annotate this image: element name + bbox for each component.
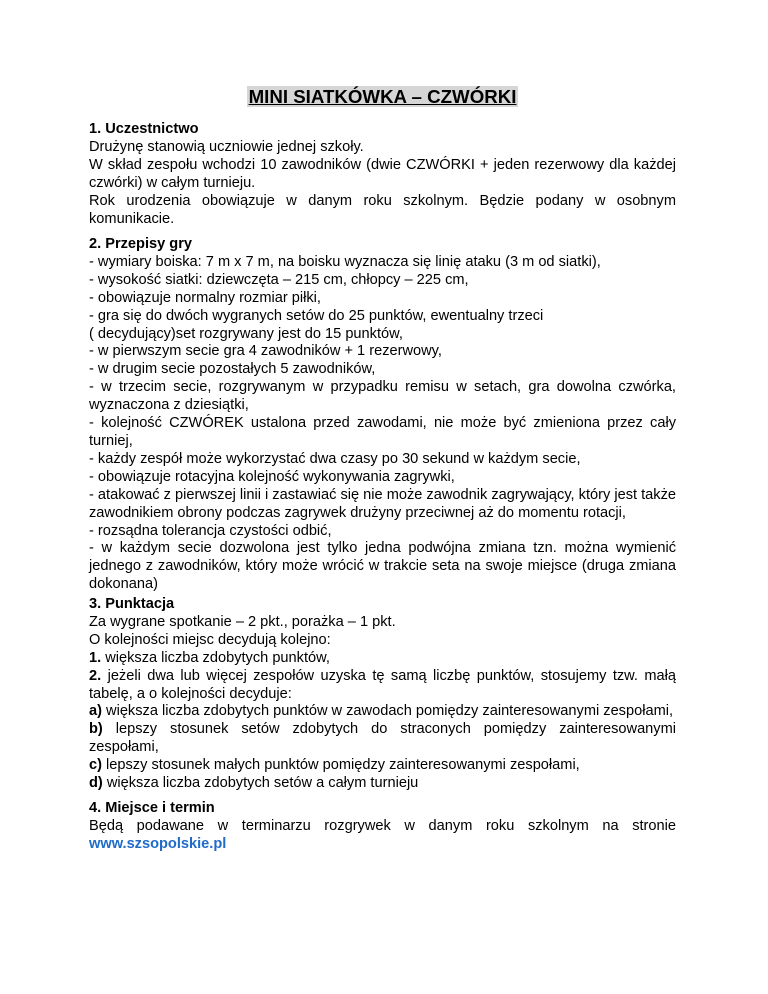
paragraph: Za wygrane spotkanie – 2 pkt., porażka – 1 pkt. [89,613,396,630]
rule-item: - kolejność CZWÓREK ustalona przed zawodami, nie może być zmieniona przez cały turniej, [89,415,676,449]
rule-item: - wysokość siatki: dziewczęta – 215 cm, chłopcy – 225 cm, [89,271,469,288]
website-link[interactable]: www.szsopolskie.pl [89,835,227,852]
rule-item: - obowiązuje normalny rozmiar piłki, [89,289,321,306]
paragraph: Rok urodzenia obowiązuje w danym roku szkolnym. Będzie podany w osobnym komunikacie. [89,192,676,227]
criterion-item [89,721,676,757]
section-uczestnictwo [89,121,676,228]
criterion-text: jeżeli dwa lub więcej zespołów uzyska tę samą liczbę punktów, stosujemy tzw. małą tabelę, a o kolejności decyduje: [89,667,676,702]
section-heading: 4. Miejsce i termin [89,800,215,816]
criterion-item [89,668,676,704]
criterion-marker: c) [89,757,102,774]
criterion-item [89,757,676,775]
criterion-marker: 2. [89,667,102,684]
rule-item: - każdy zespół może wykorzystać dwa czasy po 30 sekund w każdym secie, [89,450,581,467]
paragraph: O kolejności miejsc decydują kolejno: [89,631,331,648]
paragraph: Będą podawane w terminarzu rozgrywek w danym roku szkolnym na stronie [89,817,676,834]
criterion-text: lepszy stosunek małych punktów pomiędzy zainteresowanymi zespołami, [101,757,580,774]
rule-item: - w każdym secie dozwolona jest tylko jedna podwójna zmiana tzn. można wymienić jednego z zawodników, który może wrócić w trakcie seta na swoje miejsce (druga zmiana dokonana) [89,540,676,593]
rule-item: - obowiązuje rotacyjna kolejność wykonywania zagrywki, [89,468,455,485]
paragraph: Drużynę stanowią uczniowie jednej szkoły. [89,138,364,155]
rule-item: - wymiary boiska: 7 m x 7 m, na boisku wyznacza się linię ataku (3 m od siatki), [89,253,601,270]
section-miejsce-i-termin [89,800,676,854]
rule-item: - atakować z pierwszej linii i zastawiać się nie może zawodnik zagrywający, który jest także zawodnikiem obrony podczas zagrywek drużyny przeciwnej aż do momentu rotacji, [89,486,676,521]
criterion-marker: a) [89,703,102,720]
rule-item: - gra się do dwóch wygranych setów do 25 punktów, ewentualny trzeci [89,307,544,324]
rule-item: - rozsądna tolerancja czystości odbić, [89,522,332,539]
criterion-marker: d) [89,775,103,792]
section-heading: 2. Przepisy gry [89,236,193,252]
criterion-marker: 1. [89,649,102,666]
rule-item: - w trzecim secie, rozgrywanym w przypadku remisu w setach, gra dowolna czwórka, wyznaczona z dziesiątki, [89,379,676,414]
criterion-item [89,775,676,793]
criterion-marker: b) [89,721,103,738]
criterion-text: większa liczba zdobytych punktów w zawodach pomiędzy zainteresowanymi zespołami, [101,703,674,720]
section-punktacja [89,596,676,793]
section-heading: 1. Uczestnictwo [89,121,199,137]
section-przepisy-gry [89,236,676,594]
rule-item: - w pierwszym secie gra 4 zawodników + 1 rezerwowy, [89,343,442,360]
criterion-text: większa liczba zdobytych punktów, [101,649,330,666]
criterion-item [89,650,676,668]
section-heading: 3. Punktacja [89,596,175,612]
document-title: MINI SIATKÓWKA – CZWÓRKI [248,86,517,107]
criterion-text: lepszy stosunek setów zdobytych do straconych pomiędzy zainteresowanymi zespołami, [89,721,676,756]
criterion-item [89,703,676,721]
rule-item: - w drugim secie pozostałych 5 zawodników, [89,361,376,378]
website-paragraph [89,836,676,854]
criterion-text: większa liczba zdobytych setów a całym turnieju [102,775,419,792]
paragraph: W skład zespołu wchodzi 10 zawodników (dwie CZWÓRKI + jeden rezerwowy dla każdej czwórki) w całym turnieju. [89,156,676,191]
rule-item: ( decydujący)set rozgrywany jest do 15 punktów, [89,325,403,342]
